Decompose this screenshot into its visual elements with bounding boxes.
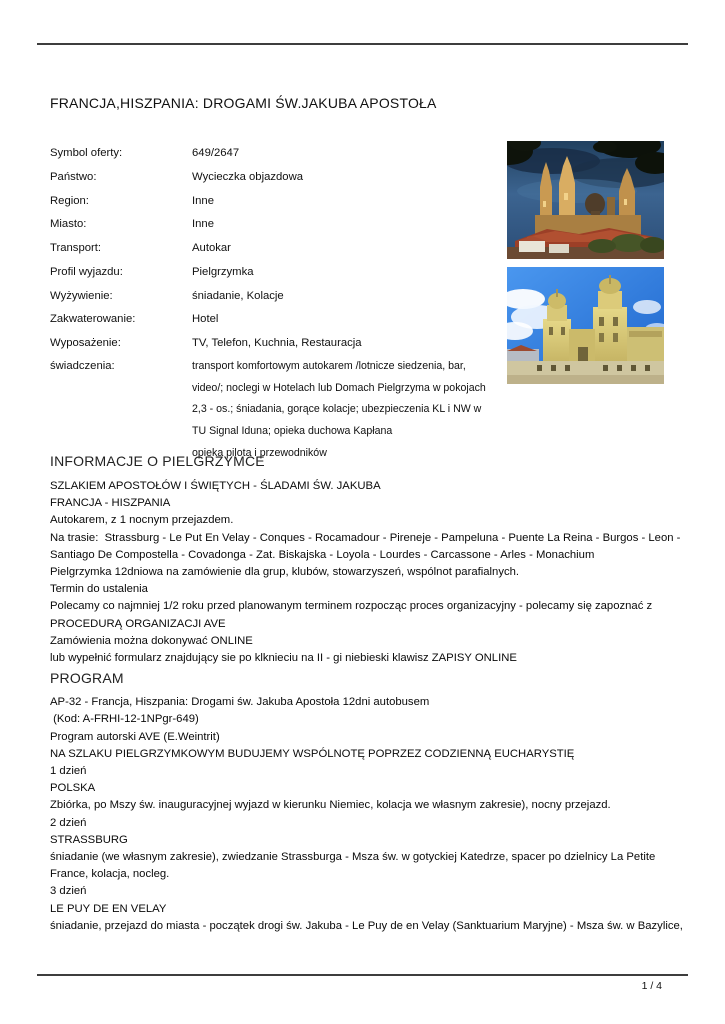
offer-details-table xyxy=(50,142,510,465)
text-line: TU Signal Iduna; opieka duchowa Kapłana xyxy=(192,425,393,438)
text-line: Autokarem, z 1 nocnym przejazdem. xyxy=(50,514,234,527)
detail-label: Wyposażenie: xyxy=(50,337,121,349)
page-number-indicator: 1 / 4 xyxy=(641,980,662,992)
text-line: transport komfortowym autokarem /lotnicze siedzenia, bar, xyxy=(192,359,466,372)
text-line: 3 dzień xyxy=(50,885,87,898)
page-title: FRANCJA,HISZPANIA: DROGAMI ŚW.JAKUBA APOSTOŁA xyxy=(50,95,437,111)
text-line: video/; noclegi w Hotelach lub Domach Pielgrzyma w pokojach xyxy=(192,381,486,394)
section-heading-pilgrimage-info: INFORMACJE O PIELGRZYMCE xyxy=(50,453,265,469)
cathedral-facade-image xyxy=(507,267,664,384)
text-line: Pielgrzymka 12dniowa na zamówienie dla grup, klubów, stowarzyszeń, wspólnot parafialnych. xyxy=(50,566,520,579)
detail-row-profile xyxy=(50,261,510,285)
detail-value: Inne xyxy=(192,194,214,207)
cathedral-dusk-image xyxy=(507,141,664,259)
text-line: opieka pilota i przewodników xyxy=(192,446,327,459)
detail-value: Hotel xyxy=(192,313,219,326)
text-line: France, kolacja, nocleg. xyxy=(50,868,170,881)
detail-row-transport xyxy=(50,237,510,261)
text-line: Termin do ustalenia xyxy=(50,583,148,596)
text-line: lub wypełnić formularz znajdujący sie po klknieciu na II - gi niebieski klawisz ZAPISY ONLINE xyxy=(50,652,517,665)
detail-label: Region: xyxy=(50,194,89,207)
benefits-text xyxy=(192,356,486,465)
footer-rule xyxy=(37,974,688,976)
text-line: 1 dzień xyxy=(50,765,87,778)
detail-label: Profil wyjazdu: xyxy=(50,265,123,278)
text-line: (Kod: A-FRHI-12-1NPgr-649) xyxy=(50,713,199,726)
text-line: 2,3 - os.; śniadania, gorące kolacje; ubezpieczenia KL i NW w xyxy=(192,403,482,416)
text-line: Zamówienia można dokonywać ONLINE xyxy=(50,634,253,647)
text-line: NA SZLAKU PIELGRZYMKOWYM BUDUJEMY WSPÓLNOTĘ POPRZEZ CODZIENNĄ EUCHARYSTIĘ xyxy=(50,747,575,760)
detail-value: 649/2647 xyxy=(192,147,240,159)
photo-santiago-cathedral-dusk xyxy=(507,141,664,259)
section-heading-program: PROGRAM xyxy=(50,670,124,687)
detail-row-city xyxy=(50,213,510,237)
text-line: PROCEDURĄ ORGANIZACJI AVE xyxy=(50,617,226,630)
detail-value: Autokar xyxy=(192,242,231,254)
detail-label: Miasto: xyxy=(50,218,87,231)
text-line: STRASSBURG xyxy=(50,833,128,846)
detail-value: Inne xyxy=(192,218,214,231)
text-line: Na trasie: Strassburg - Le Put En Velay - Conques - Rocamadour - Pireneje - Pampeluna - Puente La Reina - Burgos - Leon - xyxy=(50,531,681,544)
detail-row-region xyxy=(50,190,510,214)
text-line: Polecamy co najmniej 1/2 roku przed planowanym terminem rozpocząc proces organizacyjny - polecamy się zapoznać z xyxy=(50,600,653,613)
text-line: POLSKA xyxy=(50,782,96,795)
document-body xyxy=(50,452,710,935)
text-line: Santiago De Compostella - Covadonga - Zat. Biskajska - Loyola - Lourdes - Carcassone - Arles - Monachium xyxy=(50,548,595,561)
detail-row-benefits xyxy=(50,356,510,465)
detail-row-equipment xyxy=(50,332,510,356)
detail-value: TV, Telefon, Kuchnia, Restauracja xyxy=(192,337,362,349)
detail-value: Wycieczka objazdowa xyxy=(192,170,304,183)
text-line: Program autorski AVE (E.Weintrit) xyxy=(50,730,220,743)
header-rule xyxy=(37,43,688,45)
detail-value: Pielgrzymka xyxy=(192,265,254,278)
detail-label: Wyżywienie: xyxy=(50,289,113,302)
detail-row-meals xyxy=(50,285,510,309)
detail-label: Zakwaterowanie: xyxy=(50,313,136,326)
text-line: śniadanie (we własnym zakresie), zwiedzanie Strassburga - Msza św. w gotyckiej Katedrze, spacer po dzielnicy La Petite xyxy=(50,851,656,864)
text-line: 2 dzień xyxy=(50,816,87,829)
detail-value: śniadanie, Kolacje xyxy=(192,289,284,302)
text-line: SZLAKIEM APOSTOŁÓW I ŚWIĘTYCH - ŚLADAMI ŚW. JAKUBA xyxy=(50,480,381,492)
text-line: Zbiórka, po Mszy św. inauguracyjnej wyjazd w kierunku Niemiec, kolacja we własnym zakresie), nocny przejazd. xyxy=(50,799,611,812)
detail-label: Symbol oferty: xyxy=(50,147,123,159)
detail-row-accommodation xyxy=(50,308,510,332)
detail-label: Państwo: xyxy=(50,170,97,183)
text-line: LE PUY DE EN VELAY xyxy=(50,902,167,915)
text-line: AP-32 - Francja, Hiszpania: Drogami św. Jakuba Apostoła 12dni autobusem xyxy=(50,696,430,709)
detail-label: świadczenia: xyxy=(50,359,115,372)
detail-row-country xyxy=(50,166,510,190)
photo-santiago-cathedral-facade xyxy=(507,267,664,384)
text-line: FRANCJA - HISZPANIA xyxy=(50,497,171,510)
text-line: śniadanie, przejazd do miasta - początek drogi św. Jakuba - Le Puy de en Velay (Sanktuarium Maryjne) - Msza św. w Bazylice, xyxy=(50,919,683,932)
detail-row-symbol xyxy=(50,142,510,166)
detail-label: Transport: xyxy=(50,242,102,254)
